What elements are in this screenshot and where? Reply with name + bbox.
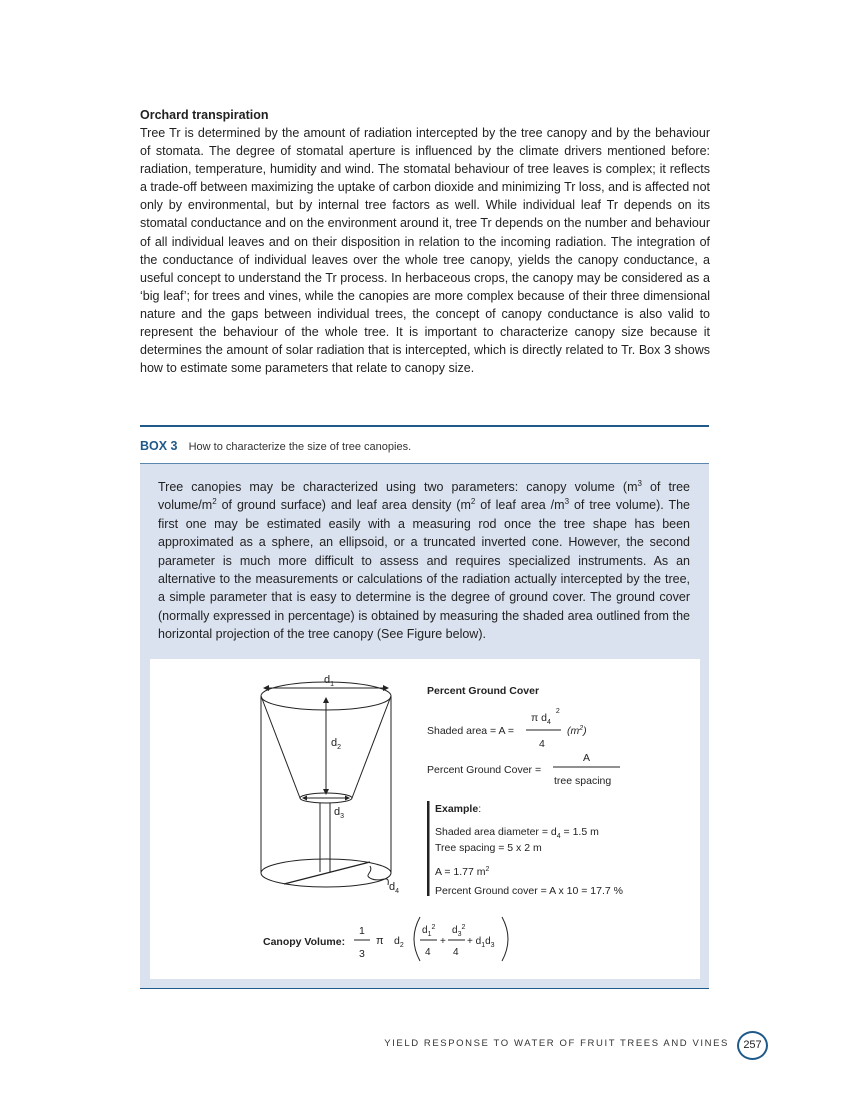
- orchard-transpiration-section: [140, 106, 710, 377]
- label-d2: $d_2$: [331, 737, 342, 751]
- canopy-figure: [150, 659, 700, 979]
- box-top-rule: [140, 425, 709, 427]
- box-caption: How to characterize the size of tree canopies.: [188, 441, 412, 453]
- d3-arrow-head-right: [345, 796, 350, 801]
- cv-one: 1: [359, 925, 365, 937]
- running-footer: YIELD RESPONSE TO WATER OF FRUIT TREES AND VINES: [384, 1038, 729, 1049]
- pgc-numerator: A: [583, 752, 591, 764]
- tree-diagram: [261, 682, 391, 887]
- shaded-area-label: Shaded area = A =: [427, 725, 514, 737]
- cv-left-paren: [414, 917, 420, 961]
- cv-d2: $d_2$: [394, 935, 404, 949]
- d4-diameter-line: [284, 862, 370, 884]
- cone-right-edge: [352, 696, 391, 798]
- d3-arrow-head-left: [302, 796, 307, 801]
- example-line-2: Tree spacing = 5 x 2 m: [435, 842, 542, 854]
- page-number-badge: 257: [737, 1031, 768, 1060]
- box-header: [140, 438, 710, 455]
- cone-left-edge: [261, 696, 300, 798]
- example-bar: [427, 801, 430, 896]
- pgc-denominator: tree spacing: [554, 775, 612, 787]
- shaded-area-denominator: 4: [539, 738, 545, 750]
- cv-plus-1: +: [440, 936, 446, 947]
- cv-d1d3: + $d_1d_3$: [467, 936, 495, 949]
- d4-leader-curve: [368, 866, 388, 885]
- example-line-3: A = 1.77 $m^2$: [435, 866, 490, 878]
- canopy-volume-formula: [263, 917, 508, 961]
- pgc-formula-label: Percent Ground Cover =: [427, 764, 542, 776]
- d2-arrow-head-bottom: [323, 789, 329, 795]
- shaded-area-numerator: π $d_4^2$: [531, 708, 560, 726]
- figure-panel: [150, 659, 700, 979]
- section-heading: Orchard transpiration: [140, 108, 269, 122]
- section-paragraph: Tree Tr is determined by the amount of radiation intercepted by the tree canopy and by the behaviour of stomata. The degree of stomatal aperture is influenced by the climate drivers mentioned before: radiation, temperature, humidity and wind. The stomatal behaviour of tree leaves is complex; it reflects a trade-off between maximizing the uptake of carbon dioxide and minimizing Tr loss, and is affected not only by environmental, but by internal tree factors as well. While individual leaf Tr depends on its stomatal conductance and on the environment around it, tree Tr depends on the number and behaviour of all individual leaves and on their disposition in relation to the incoming radiation. The integration of the conductance of individual leaves over the whole tree canopy, yields the canopy conductance, a useful concept to understand the Tr process. In herbaceous crops, the canopy may be considered as a ‘big leaf’; for trees and vines, while the canopies are more complex because of their three dimensional nature and the gaps between individual trees, the concept of canopy conductance is also valid to represent the behaviour of the whole tree. It is important to characterize canopy size because it determines the amount of solar radiation that is intercepted, which is directly related to Tr. Box 3 shows how to estimate some parameters that relate to canopy size.: [140, 126, 710, 376]
- box-bottom-rule: [140, 988, 709, 989]
- example-line-1: Shaded area diameter = $d_4 = 1.5$ m: [435, 826, 599, 840]
- d2-arrow-head-top: [323, 697, 329, 703]
- tree-labels: [324, 674, 399, 895]
- box-label: BOX 3: [140, 439, 178, 453]
- label-d4: $d_4$: [389, 881, 400, 895]
- shaded-area-unit: $(m^2)$: [567, 725, 587, 737]
- cv-pi: π: [376, 935, 384, 947]
- example-title: Example:: [435, 803, 482, 815]
- label-d1: $d_1$: [324, 674, 335, 688]
- box-text: Tree canopies may be characterized using two parameters: canopy volume ($m^3$ of tree volume/$m^2$ of ground surface) and leaf area density ($m^2$ of leaf area $/m^3$ of tree volume). The first one may be estimated easily with a measuring rod once the tree shape has been approximated as a sphere, an ellipsoid, or a truncated inverted cone. However, the second parameter is much more difficult to assess and requires specialized instruments. As an alternative to the measurements or calculations of the radiation actually intercepted by the tree, a simple parameter that is easy to determine is the degree of ground cover. The ground cover (normally expressed in percentage) is obtained by measuring the shaded area outlined from the horizontal projection of the tree canopy (See Figure below).: [158, 478, 690, 642]
- cv-f2-den: 4: [453, 947, 459, 958]
- cv-f2-num: $d_3^2$: [452, 924, 466, 938]
- cv-right-paren: [502, 917, 508, 961]
- box-body: [140, 464, 709, 988]
- pgc-title: Percent Ground Cover: [427, 685, 540, 697]
- pgc-formulas: [427, 685, 623, 897]
- label-d3: $d_3$: [334, 806, 345, 820]
- cv-f1-den: 4: [425, 947, 431, 958]
- cv-f1-num: $d_1^2$: [422, 924, 436, 938]
- example-line-4: Percent Ground cover = A x 10 = 17.7 %: [435, 885, 623, 897]
- cv-three: 3: [359, 948, 365, 960]
- cv-label: Canopy Volume:: [263, 936, 346, 948]
